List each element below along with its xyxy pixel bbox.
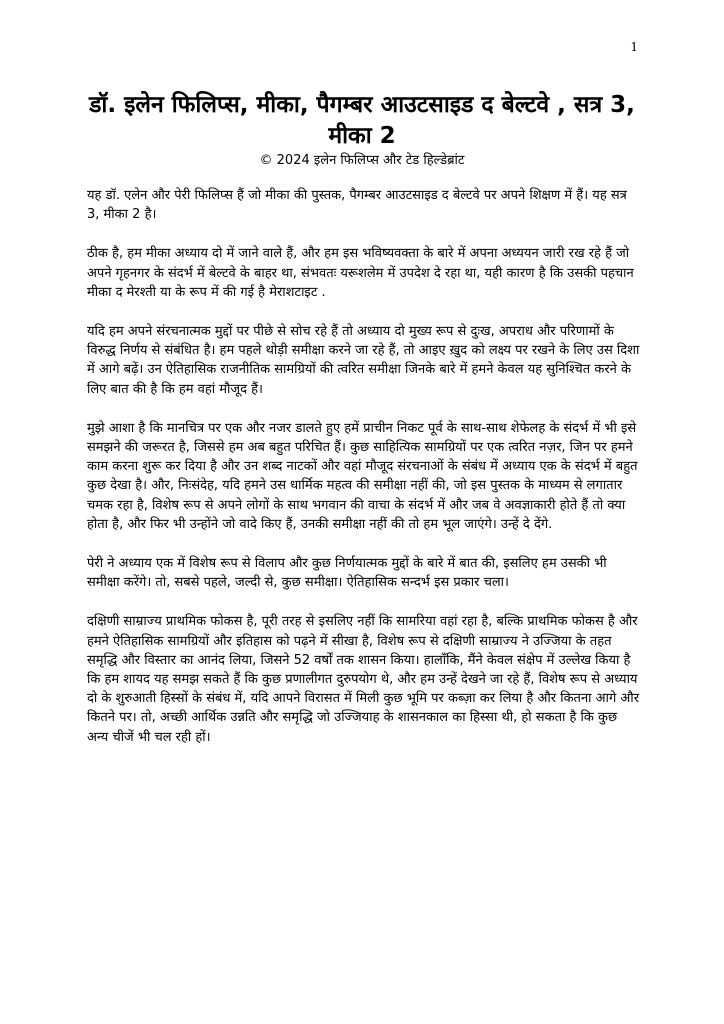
paragraph-6: दक्षिणी साम्राज्य प्राथमिक फोकस है, पूरी तरह से इसलिए नहीं कि सामरिया वहां रहा है, बल्कि प्राथमिक फोकस है और हमने ऐतिहासिक सामग्रियों और इतिहास को पढ़ने में सीखा है, विशेष रूप से दक्षिणी साम्राज्य ने उज्जिया के तहत समृद्धि और विस्तार का आनंद लिया, जिसने 52 वर्षों तक शासन किया। हालाँकि, मैंने केवल संक्षेप में उल्लेख किया है कि हम शायद यह समझ सकते हैं कि कुछ प्रणालीगत दुरुपयोग थे, और हम उन्हें देखने जा रहे हैं, विशेष रूप से अध्याय दो के शुरुआती हिस्सों के संबंध में, यदि आपने विरासत में मिली कुछ भूमि पर कब्ज़ा कर लिया है और कितना आगे और कितने पर। तो, अच्छी आर्थिक उन्नति और समृद्धि जो उज्जियाह के शासनकाल का हिस्सा थी, हो सकता है कि कुछ अन्य चीजें भी चल रही हों। — [87, 614, 640, 745]
paragraph-1: यह डॉ. एलेन और पेरी फिलिप्स हैं जो मीका की पुस्तक, पैगम्बर आउटसाइड द बेल्टवे पर अपने शिक्षण में हैं। यह सत्र 3, मीका 2 है। — [87, 188, 627, 223]
paragraph-3: यदि हम अपने संरचनात्मक मुद्दों पर पीछे से सोच रहे हैं तो अध्याय दो मुख्य रूप से दुःख, अपराध और परिणामों के विरुद्ध निर्णय से संबंधित है। हम पहले थोड़ी समीक्षा करने जा रहे हैं, तो आइए ख़ुद को लक्ष्य पर रखने के लिए उस दिशा में आगे बढ़ें। उन ऐतिहासिक राजनीतिक सामग्रियों की त्वरित समीक्षा जिनके बारे में हमने केवल यह सुनिश्चित करने के लिए बात की है कि हम वहां मौजूद हैं। — [87, 324, 640, 397]
body-text — [87, 186, 642, 767]
copyright-line: © 2024 इलेन फिलिप्स और टेड हिल्डेब्रांट — [259, 153, 465, 168]
paragraph-4: मुझे आशा है कि मानचित्र पर एक और नजर डालते हुए हमें प्राचीन निकट पूर्व के साथ-साथ शेफेलह के संदर्भ में भी इसे समझने की जरूरत है, जिससे हम अब बहुत परिचित हैं। कुछ साहित्यिक सामग्रियों पर एक त्वरित नज़र, जिन पर हमने काम करना शुरू कर दिया है और उन शब्द नाटकों और वहां मौजूद संरचनाओं के संबंध में अध्याय एक के संदर्भ में बहुत कुछ देखा है। और, निःसंदेह, यदि हमने उस धार्मिक महत्व की समीक्षा नहीं की, जो इस पुस्तक के माध्यम से लगातार चमक रहा है, विशेष रूप से अपने लोगों के साथ भगवान की वाचा के संदर्भ में और जब वे अवज्ञाकारी होते हैं तो क्या होता है, और फिर भी उन्होंने जो वादे किए हैं, उनकी समीक्षा नहीं की तो हम भूल जाएंगे। उन्हें दे देंगे. — [87, 420, 638, 532]
page-number: 1 — [630, 40, 638, 54]
paragraph-2: ठीक है, हम मीका अध्याय दो में जाने वाले हैं, और हम इस भविष्यवक्ता के बारे में अपना अध्ययन जारी रख रहे हैं जो अपने गृहनगर के संदर्भ में बेल्टवे के बाहर था, संभवतः यरूशलेम में उपदेश दे रहा था, यही कारण है कि उसकी पहचान मीका द मेरश्ती या के रूप में की गई है मेराशटाइट . — [87, 246, 634, 300]
paragraph-5: पेरी ने अध्याय एक में विशेष रूप से विलाप और कुछ निर्णयात्मक मुद्दों के बारे में बात की, इसलिए हम उसकी भी समीक्षा करेंगे। तो, सबसे पहले, जल्दी से, कुछ समीक्षा। ऐतिहासिक सन्दर्भ इस प्रकार चला। — [87, 556, 607, 591]
title-block — [80, 90, 644, 170]
document-title: डॉ. इलेन फिलिप्स, मीका, पैगम्बर आउटसाइड द बेल्टवे , सत्र 3, मीका 2 — [89, 92, 635, 149]
